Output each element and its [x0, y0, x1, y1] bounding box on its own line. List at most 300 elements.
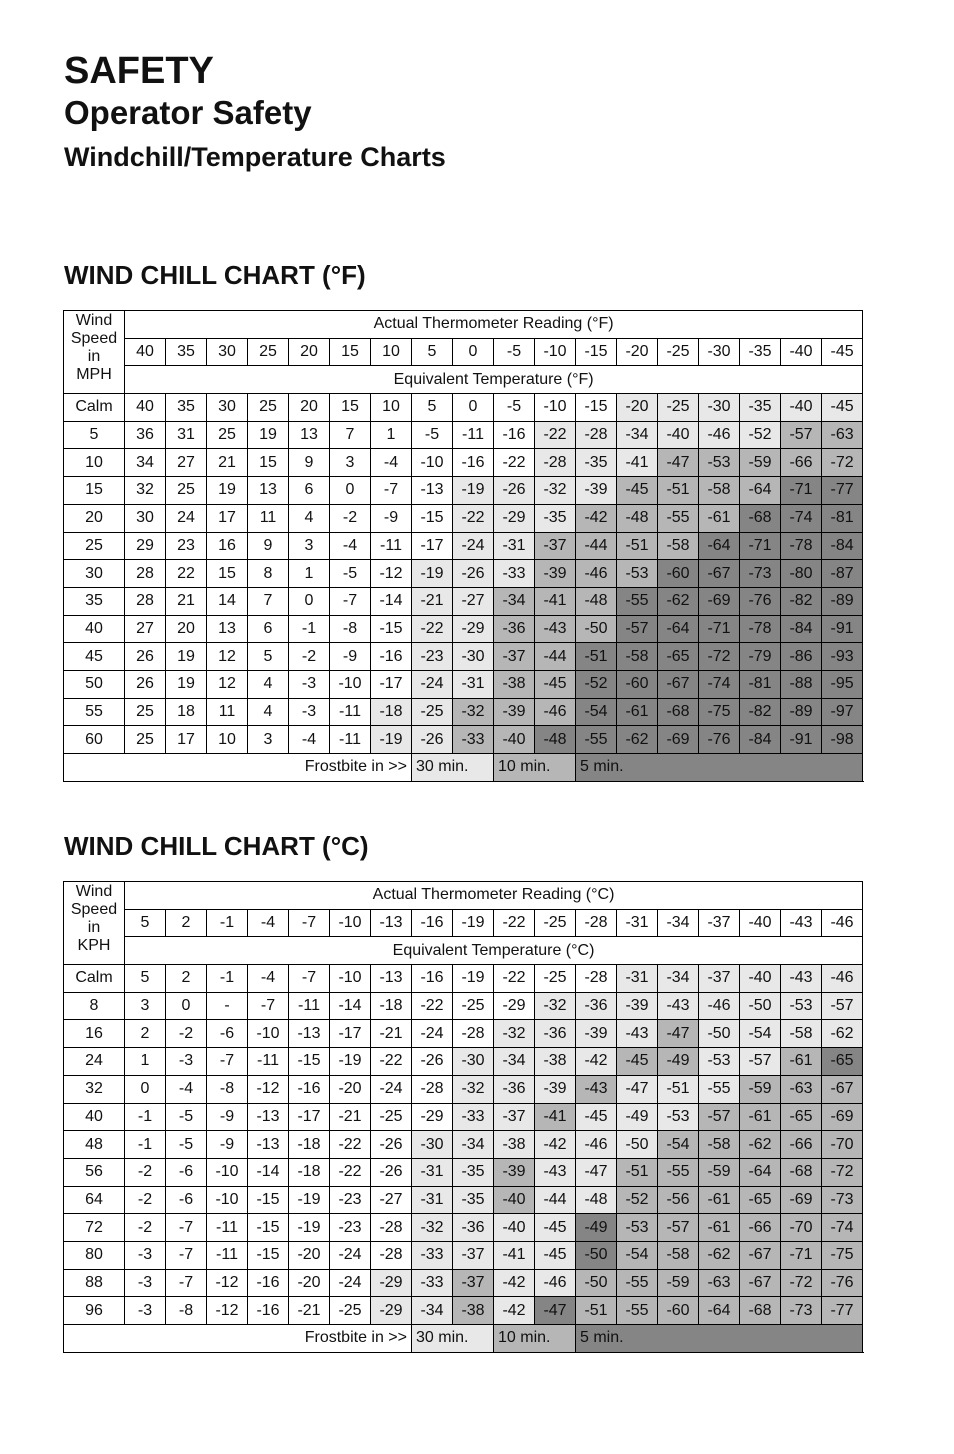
frostbite-10-min: 10 min. [494, 1325, 576, 1353]
windchill-cell: -71 [781, 1241, 822, 1269]
temperature-header-cell: -16 [412, 909, 453, 937]
windchill-cell: -51 [617, 532, 658, 560]
windchill-cell: -20 [289, 1269, 330, 1297]
windchill-cell: -36 [494, 615, 535, 643]
windchill-cell: -82 [781, 587, 822, 615]
windchill-cell: -12 [207, 1269, 248, 1297]
windchill-cell: -11 [207, 1241, 248, 1269]
windchill-cell: -37 [699, 965, 740, 993]
windchill-cell: 20 [166, 615, 207, 643]
temperature-header-cell: -25 [658, 338, 699, 366]
windchill-cell: -33 [453, 1103, 494, 1131]
windchill-cell: -19 [371, 726, 412, 754]
windchill-cell: -53 [658, 1103, 699, 1131]
windchill-cell: -54 [617, 1241, 658, 1269]
wind-speed-cell: 32 [64, 1075, 125, 1103]
wind-speed-header [64, 882, 125, 965]
windchill-cell: 35 [166, 394, 207, 422]
windchill-cell: -35 [740, 394, 781, 422]
windchill-cell: -31 [412, 1186, 453, 1214]
windchill-cell: -63 [822, 421, 863, 449]
table-row [64, 560, 863, 588]
windchill-cell: -25 [535, 965, 576, 993]
windchill-cell: -29 [494, 992, 535, 1020]
windchill-cell: -43 [617, 1020, 658, 1048]
windchill-cell: -26 [371, 1131, 412, 1159]
windchill-cell: -30 [699, 394, 740, 422]
windchill-cell: -18 [289, 1131, 330, 1159]
temperature-header-cell: -22 [494, 909, 535, 937]
windchill-cell: -73 [822, 1186, 863, 1214]
windchill-cell: -44 [576, 532, 617, 560]
table-row [64, 532, 863, 560]
windchill-cell: -24 [412, 1020, 453, 1048]
windchill-cell: -15 [289, 1048, 330, 1076]
temperature-row [64, 338, 863, 366]
windchill-cell: 14 [207, 587, 248, 615]
table-row [64, 1241, 863, 1269]
windchill-cell: 27 [125, 615, 166, 643]
windchill-cell: -42 [576, 504, 617, 532]
windchill-cell: 13 [289, 421, 330, 449]
windchill-cell: -55 [658, 504, 699, 532]
windchill-cell: 1 [289, 560, 330, 588]
table-row [64, 1186, 863, 1214]
windchill-cell: -2 [125, 1186, 166, 1214]
windchill-cell: -64 [740, 477, 781, 505]
windchill-cell: -86 [781, 643, 822, 671]
windchill-cell: -62 [822, 1020, 863, 1048]
windchill-cell: -43 [535, 1158, 576, 1186]
windchill-cell: -62 [740, 1131, 781, 1159]
windchill-cell: 1 [371, 421, 412, 449]
windchill-cell: -51 [576, 1297, 617, 1325]
windchill-cell: 19 [166, 643, 207, 671]
windchill-cell: 0 [166, 992, 207, 1020]
windchill-cell: -68 [781, 1158, 822, 1186]
windchill-cell: -28 [371, 1241, 412, 1269]
wind-speed-cell: 56 [64, 1158, 125, 1186]
windchill-cell: -72 [822, 449, 863, 477]
wind-speed-cell: 80 [64, 1241, 125, 1269]
windchill-cell: 25 [166, 477, 207, 505]
windchill-cell: -26 [412, 1048, 453, 1076]
windchill-cell: 30 [207, 394, 248, 422]
windchill-cell: -63 [781, 1075, 822, 1103]
windchill-cell: -11 [207, 1214, 248, 1242]
windchill-cell: -45 [822, 394, 863, 422]
table-row [64, 615, 863, 643]
windchill-cell: -62 [658, 587, 699, 615]
windchill-cell: -31 [412, 1158, 453, 1186]
windchill-cell: -69 [822, 1103, 863, 1131]
windchill-cell: -84 [822, 532, 863, 560]
frostbite-row [64, 754, 863, 782]
windchill-cell: -61 [781, 1048, 822, 1076]
windchill-cell: -15 [576, 394, 617, 422]
windchill-cell: -40 [658, 421, 699, 449]
windchill-cell: -67 [658, 670, 699, 698]
windchill-cell: -67 [740, 1269, 781, 1297]
windchill-cell: -89 [822, 587, 863, 615]
windchill-cell: -33 [412, 1241, 453, 1269]
windchill-cell: -55 [658, 1158, 699, 1186]
temperature-header-cell: -20 [617, 338, 658, 366]
temperature-header-cell: 0 [453, 338, 494, 366]
windchill-cell: 4 [289, 504, 330, 532]
windchill-cell: -7 [289, 965, 330, 993]
windchill-cell: -45 [535, 1214, 576, 1242]
windchill-cell: -58 [658, 532, 699, 560]
windchill-cell: 4 [248, 670, 289, 698]
table-row [64, 477, 863, 505]
windchill-cell: -16 [289, 1075, 330, 1103]
windchill-cell: -2 [125, 1214, 166, 1242]
windchill-cell: -45 [535, 670, 576, 698]
wind-speed-label-line: KPH [77, 937, 111, 954]
windchill-cell: -32 [494, 1020, 535, 1048]
windchill-cell: -33 [412, 1269, 453, 1297]
windchill-cell: -19 [453, 965, 494, 993]
windchill-cell: -53 [699, 1048, 740, 1076]
wind-chill-table-fahrenheit [63, 310, 863, 782]
windchill-cell: -50 [576, 1241, 617, 1269]
windchill-cell: -29 [412, 1103, 453, 1131]
windchill-cell: -9 [207, 1131, 248, 1159]
windchill-cell: -65 [781, 1103, 822, 1131]
windchill-cell: -48 [576, 1186, 617, 1214]
windchill-cell: -13 [248, 1131, 289, 1159]
windchill-cell: -58 [699, 477, 740, 505]
windchill-cell: -11 [330, 698, 371, 726]
windchill-cell: -17 [371, 670, 412, 698]
temperature-header-cell: -35 [740, 338, 781, 366]
windchill-cell: 19 [248, 421, 289, 449]
windchill-cell: -38 [453, 1297, 494, 1325]
windchill-cell: -53 [699, 449, 740, 477]
windchill-cell: -5 [166, 1103, 207, 1131]
windchill-cell: -47 [535, 1297, 576, 1325]
windchill-cell: -37 [453, 1269, 494, 1297]
windchill-cell: 26 [125, 643, 166, 671]
windchill-cell: -8 [330, 615, 371, 643]
temperature-header-cell: -40 [740, 909, 781, 937]
windchill-cell: 10 [371, 394, 412, 422]
windchill-cell: -31 [453, 670, 494, 698]
windchill-cell: 25 [125, 698, 166, 726]
windchill-cell: -88 [781, 670, 822, 698]
windchill-cell: -28 [535, 449, 576, 477]
windchill-cell: -8 [166, 1297, 207, 1325]
windchill-cell: -44 [535, 643, 576, 671]
windchill-cell: -13 [371, 965, 412, 993]
wind-speed-cell: 50 [64, 670, 125, 698]
windchill-cell: -16 [494, 421, 535, 449]
windchill-cell: -4 [166, 1075, 207, 1103]
wind-speed-header [64, 311, 125, 394]
equivalent-label-row [64, 937, 863, 965]
windchill-cell: -26 [371, 1158, 412, 1186]
windchill-cell: 2 [125, 1020, 166, 1048]
wind-speed-cell: 60 [64, 726, 125, 754]
windchill-cell: 19 [207, 477, 248, 505]
windchill-cell: -32 [535, 992, 576, 1020]
windchill-cell: -38 [535, 1048, 576, 1076]
windchill-cell: 26 [125, 670, 166, 698]
windchill-cell: -22 [330, 1131, 371, 1159]
windchill-cell: -43 [658, 992, 699, 1020]
windchill-cell: 2 [166, 965, 207, 993]
windchill-cell: -80 [781, 560, 822, 588]
windchill-cell: -28 [453, 1020, 494, 1048]
windchill-cell: -22 [412, 615, 453, 643]
windchill-cell: 9 [289, 449, 330, 477]
frostbite-label: Frostbite in >> [64, 1325, 412, 1353]
windchill-cell: -35 [453, 1158, 494, 1186]
wind-speed-cell: 20 [64, 504, 125, 532]
windchill-cell: -55 [617, 1269, 658, 1297]
wind-speed-cell: 16 [64, 1020, 125, 1048]
windchill-cell: -7 [166, 1269, 207, 1297]
windchill-cell: -35 [453, 1186, 494, 1214]
windchill-cell: -60 [617, 670, 658, 698]
windchill-cell: -57 [822, 992, 863, 1020]
windchill-cell: -22 [494, 449, 535, 477]
windchill-cell: -28 [576, 965, 617, 993]
windchill-cell: 22 [166, 560, 207, 588]
windchill-cell: -35 [535, 504, 576, 532]
temperature-header-cell: 30 [207, 338, 248, 366]
windchill-cell: -33 [494, 560, 535, 588]
windchill-cell: -7 [371, 477, 412, 505]
windchill-cell: -36 [576, 992, 617, 1020]
windchill-cell: 12 [207, 670, 248, 698]
windchill-cell: -58 [617, 643, 658, 671]
windchill-cell: -53 [781, 992, 822, 1020]
windchill-cell: -13 [289, 1020, 330, 1048]
windchill-cell: -72 [699, 643, 740, 671]
windchill-cell: -39 [494, 1158, 535, 1186]
windchill-cell: 9 [248, 532, 289, 560]
windchill-cell: 5 [412, 394, 453, 422]
windchill-cell: -61 [740, 1103, 781, 1131]
windchill-cell: 25 [207, 421, 248, 449]
windchill-cell: -4 [248, 965, 289, 993]
windchill-cell: -91 [781, 726, 822, 754]
windchill-cell: 13 [248, 477, 289, 505]
windchill-cell: -43 [781, 965, 822, 993]
windchill-cell: -24 [330, 1241, 371, 1269]
temperature-header-cell: 2 [166, 909, 207, 937]
windchill-cell: -81 [740, 670, 781, 698]
windchill-cell: 17 [207, 504, 248, 532]
windchill-cell: -57 [699, 1103, 740, 1131]
windchill-cell: -3 [289, 670, 330, 698]
page-title: Operator Safety [64, 94, 312, 131]
table-row [64, 1131, 863, 1159]
windchill-cell: -47 [617, 1075, 658, 1103]
wind-speed-cell: 5 [64, 421, 125, 449]
windchill-cell: -14 [248, 1158, 289, 1186]
windchill-cell: 3 [248, 726, 289, 754]
windchill-cell: -3 [125, 1297, 166, 1325]
windchill-cell: -10 [535, 394, 576, 422]
windchill-cell: 4 [248, 698, 289, 726]
temperature-header-cell: -15 [576, 338, 617, 366]
windchill-cell: 12 [207, 643, 248, 671]
windchill-cell: -82 [740, 698, 781, 726]
windchill-cell: -95 [822, 670, 863, 698]
windchill-cell: -11 [330, 726, 371, 754]
windchill-cell: -7 [166, 1241, 207, 1269]
windchill-cell: -40 [494, 1214, 535, 1242]
windchill-cell: -68 [740, 1297, 781, 1325]
windchill-cell: -12 [207, 1297, 248, 1325]
windchill-cell: -24 [330, 1269, 371, 1297]
windchill-cell: 8 [248, 560, 289, 588]
windchill-cell: -54 [740, 1020, 781, 1048]
windchill-cell: 7 [248, 587, 289, 615]
windchill-cell: -76 [740, 587, 781, 615]
windchill-cell: 11 [248, 504, 289, 532]
windchill-cell: -40 [494, 726, 535, 754]
windchill-cell: 21 [166, 587, 207, 615]
actual-reading-label: Actual Thermometer Reading (°C) [125, 882, 863, 910]
frostbite-5-min: 5 min. [576, 1325, 863, 1353]
windchill-cell: -34 [453, 1131, 494, 1159]
windchill-cell: -77 [822, 477, 863, 505]
windchill-cell: -49 [617, 1103, 658, 1131]
wind-speed-cell: 88 [64, 1269, 125, 1297]
windchill-cell: -29 [371, 1297, 412, 1325]
windchill-cell: -74 [781, 504, 822, 532]
windchill-cell: -59 [740, 1075, 781, 1103]
table-row [64, 965, 863, 993]
equivalent-temperature-label: Equivalent Temperature (°C) [125, 937, 863, 965]
windchill-cell: -7 [166, 1214, 207, 1242]
windchill-cell: -22 [412, 992, 453, 1020]
temperature-header-cell: 25 [248, 338, 289, 366]
windchill-cell: -46 [535, 1269, 576, 1297]
windchill-cell: -41 [535, 587, 576, 615]
table-row [64, 643, 863, 671]
windchill-cell: -89 [781, 698, 822, 726]
windchill-cell: -75 [822, 1241, 863, 1269]
windchill-cell: -35 [576, 449, 617, 477]
windchill-cell: -51 [658, 477, 699, 505]
windchill-cell: -22 [330, 1158, 371, 1186]
windchill-cell: - [207, 992, 248, 1020]
windchill-cell: -39 [535, 560, 576, 588]
wind-speed-label-line: in [87, 919, 101, 936]
windchill-cell: -39 [576, 477, 617, 505]
wind-speed-cell: 55 [64, 698, 125, 726]
windchill-cell: -70 [781, 1214, 822, 1242]
windchill-cell: -3 [289, 698, 330, 726]
windchill-cell: -39 [576, 1020, 617, 1048]
windchill-cell: -27 [371, 1186, 412, 1214]
windchill-cell: -7 [330, 587, 371, 615]
frostbite-5-min: 5 min. [576, 754, 863, 782]
temperature-header-cell: -31 [617, 909, 658, 937]
windchill-cell: -28 [371, 1214, 412, 1242]
table-row [64, 421, 863, 449]
windchill-cell: -75 [699, 698, 740, 726]
temperature-header-cell: -10 [535, 338, 576, 366]
windchill-cell: -30 [412, 1131, 453, 1159]
windchill-cell: -50 [699, 1020, 740, 1048]
windchill-cell: -40 [781, 394, 822, 422]
wind-speed-cell: 30 [64, 560, 125, 588]
windchill-cell: -26 [453, 560, 494, 588]
windchill-cell: -10 [207, 1158, 248, 1186]
temperature-header-cell: 5 [125, 909, 166, 937]
windchill-cell: -10 [330, 965, 371, 993]
windchill-cell: -20 [289, 1241, 330, 1269]
windchill-cell: -2 [125, 1158, 166, 1186]
windchill-cell: -57 [617, 615, 658, 643]
windchill-cell: -48 [576, 587, 617, 615]
windchill-cell: -15 [248, 1186, 289, 1214]
windchill-cell: 34 [125, 449, 166, 477]
windchill-cell: -1 [125, 1131, 166, 1159]
page-subtitle: Windchill/Temperature Charts [64, 142, 446, 172]
windchill-cell: -32 [535, 477, 576, 505]
temperature-header-cell: -4 [248, 909, 289, 937]
windchill-cell: -19 [412, 560, 453, 588]
windchill-cell: 21 [207, 449, 248, 477]
windchill-cell: -38 [494, 1131, 535, 1159]
windchill-cell: -16 [371, 643, 412, 671]
wind-speed-cell: 96 [64, 1297, 125, 1325]
temperature-header-cell: -37 [699, 909, 740, 937]
windchill-cell: -1 [289, 615, 330, 643]
frostbite-10-min: 10 min. [494, 754, 576, 782]
windchill-cell: -63 [699, 1269, 740, 1297]
temperature-header-cell: 5 [412, 338, 453, 366]
windchill-cell: -46 [699, 421, 740, 449]
temperature-header-cell: -25 [535, 909, 576, 937]
temperature-header-cell: -43 [781, 909, 822, 937]
windchill-cell: -81 [822, 504, 863, 532]
wind-speed-cell: 10 [64, 449, 125, 477]
windchill-cell: -26 [494, 477, 535, 505]
wind-speed-label-line: in [87, 348, 101, 365]
windchill-cell: -5 [494, 394, 535, 422]
windchill-cell: -37 [535, 532, 576, 560]
windchill-cell: -47 [576, 1158, 617, 1186]
windchill-cell: -19 [289, 1186, 330, 1214]
windchill-cell: -93 [822, 643, 863, 671]
windchill-cell: -24 [453, 532, 494, 560]
windchill-cell: -8 [207, 1075, 248, 1103]
windchill-cell: 24 [166, 504, 207, 532]
windchill-cell: -7 [248, 992, 289, 1020]
windchill-cell: -69 [658, 726, 699, 754]
windchill-cell: -78 [781, 532, 822, 560]
windchill-cell: -61 [699, 1214, 740, 1242]
windchill-cell: -12 [248, 1075, 289, 1103]
windchill-cell: 13 [207, 615, 248, 643]
windchill-cell: -10 [330, 670, 371, 698]
windchill-cell: -6 [207, 1020, 248, 1048]
windchill-cell: -2 [289, 643, 330, 671]
table-row [64, 449, 863, 477]
windchill-cell: -17 [412, 532, 453, 560]
windchill-cell: -69 [699, 587, 740, 615]
windchill-cell: -64 [699, 1297, 740, 1325]
windchill-cell: -47 [658, 449, 699, 477]
